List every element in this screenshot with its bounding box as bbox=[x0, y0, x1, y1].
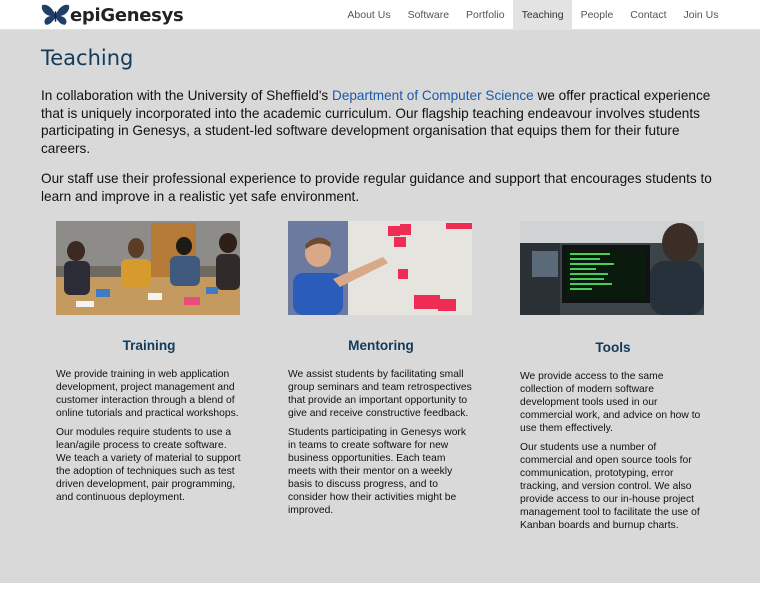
intro-text bbox=[41, 87, 731, 218]
training-photo bbox=[56, 221, 240, 315]
mentoring-column bbox=[288, 221, 474, 523]
tools-paragraph-1: We provide access to the same collection of modern software development tools used in our commercial work, and advice on how to use them effectively. bbox=[520, 371, 701, 434]
nav-contact[interactable]: Contact bbox=[630, 9, 667, 21]
mentoring-paragraph-2: Students participating in Genesys work in teams to create software for new business opportunities. Each team meets with their mentor on a weekly basis to discuss progress, and to consider how their activities might be improved. bbox=[288, 427, 466, 516]
brand-name: epiGenesys bbox=[70, 4, 184, 26]
top-navbar bbox=[0, 0, 760, 30]
nav-join-us[interactable]: Join Us bbox=[683, 9, 719, 21]
main-content bbox=[0, 30, 760, 583]
training-heading: Training bbox=[122, 338, 176, 353]
training-paragraph-2: Our modules require students to use a lean/agile process to create software. We teach a variety of material to support the adoption of techniques such as test driven development, pair programming, and continuous deployment. bbox=[56, 427, 241, 503]
tools-paragraph-2: Our students use a number of commercial and open source tools for communication, prototyping, error tracking, and version control. We also provide access to our in-house project management tool to facilitate the use of Kanban boards and burnup charts. bbox=[520, 442, 700, 531]
nav-people[interactable]: People bbox=[580, 9, 614, 21]
brand-logo[interactable] bbox=[41, 2, 183, 28]
nav-software[interactable]: Software bbox=[407, 9, 450, 21]
main-nav bbox=[339, 0, 727, 30]
intro-p1-before: In collaboration with the University of Sheffield's bbox=[41, 88, 332, 103]
mentoring-paragraph-1: We assist students by facilitating small group seminars and team retrospectives that provide an important opportunity to give and receive constructive feedback. bbox=[288, 369, 472, 419]
intro-paragraph-1 bbox=[41, 87, 731, 157]
mentoring-heading: Mentoring bbox=[348, 338, 414, 353]
tools-column bbox=[520, 221, 706, 538]
mentoring-photo bbox=[288, 221, 472, 315]
training-column bbox=[56, 221, 242, 510]
butterfly-logo-icon bbox=[41, 3, 70, 27]
footer-strip bbox=[0, 583, 760, 600]
nav-about-us[interactable]: About Us bbox=[347, 9, 391, 21]
nav-teaching[interactable]: Teaching bbox=[513, 0, 572, 30]
nav-portfolio[interactable]: Portfolio bbox=[466, 9, 505, 21]
intro-p1-after: we offer practical experience that is uniquely incorporated into the academic curriculum. Our flagship teaching endeavour involves students participating in Genesys, a student-led software development organisation that equips them for their future careers. bbox=[41, 88, 711, 156]
page-title: Teaching bbox=[41, 46, 134, 70]
computer-science-link[interactable]: Department of Computer Science bbox=[332, 88, 534, 103]
intro-paragraph-2: Our staff use their professional experience to provide regular guidance and support that encourages students to learn and improve in a realistic yet safe environment. bbox=[41, 171, 712, 204]
tools-heading: Tools bbox=[595, 340, 631, 355]
tools-photo bbox=[520, 221, 704, 315]
training-paragraph-1: We provide training in web application development, project management and customer interaction through a blend of online tutorials and practical workshops. bbox=[56, 369, 239, 419]
